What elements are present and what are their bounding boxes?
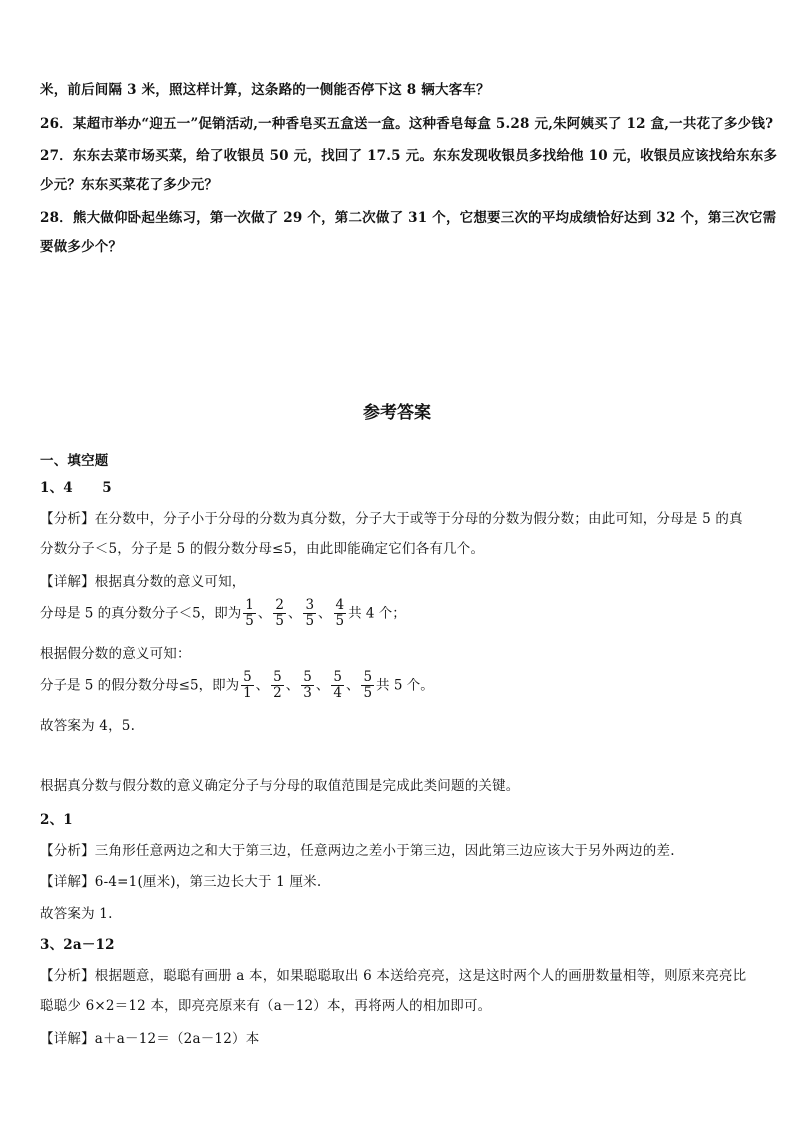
improper-prefix: 分子是 5 的假分数分母≤5，即为 (40, 677, 240, 694)
question-27-line2: 少元？东东买菜花了多少元？ (40, 177, 219, 193)
fraction-numerator: 5 (363, 669, 373, 685)
fraction-improper-5 (361, 670, 374, 701)
fraction-improper-2 (271, 670, 284, 701)
fraction-improper-3 (301, 670, 314, 701)
fraction-denominator: 5 (275, 613, 284, 629)
fraction-numerator: 2 (275, 597, 284, 613)
fraction-separator: 、 (257, 605, 272, 622)
fraction-proper-3 (303, 598, 316, 629)
fraction-separator: 、 (345, 677, 360, 694)
answer-2-detail: 【详解】6-4=1(厘米)，第三边长大于 1 厘米. (40, 874, 322, 890)
fraction-proper-1 (243, 598, 256, 629)
fraction-denominator: 1 (243, 685, 252, 701)
question-28-line1: 28．熊大做仰卧起坐练习，第一次做了 29 个，第二次做了 31 个，它想要三次的平均成绩恰好达到 32 个，第三次它需 (40, 210, 777, 226)
fraction-separator: 、 (285, 677, 300, 694)
fraction-denominator: 5 (335, 613, 345, 629)
fraction-numerator: 1 (245, 597, 254, 613)
question-25-continued: 米，前后间隔 3 米，照这样计算，这条路的一侧能否停下这 8 辆大客车？ (40, 82, 490, 98)
fraction-numerator: 5 (303, 669, 312, 685)
section-heading-fill-blank: 一、填空题 (40, 453, 109, 469)
fraction-denominator: 4 (333, 685, 342, 701)
fraction-separator: 、 (287, 605, 302, 622)
answer-3-analysis-line1: 【分析】根据题意，聪聪有画册 a 本，如果聪聪取出 6 本送给亮亮，这是这时两个人的画册数量相等，则原来亮亮比 (40, 968, 747, 984)
question-28-line2: 要做多少个？ (40, 239, 123, 255)
fraction-improper-4 (331, 670, 344, 701)
fraction-improper-1 (241, 670, 254, 701)
answer-1-detail: 【详解】根据真分数的意义可知， (40, 574, 246, 590)
fraction-separator: 、 (315, 677, 330, 694)
answer-1-analysis-line1: 【分析】在分数中，分子小于分母的分数为真分数，分子大于或等于分母的分数为假分数；由此可知，分母是 5 的真 (40, 511, 743, 527)
fraction-denominator: 3 (303, 685, 312, 701)
answer-3-detail: 【详解】a＋a－12＝（2a－12）本 (40, 1031, 260, 1047)
fraction-denominator: 2 (273, 685, 282, 701)
fraction-numerator: 3 (305, 597, 315, 613)
fraction-separator: 、 (318, 605, 332, 622)
answer-3-head: 3、2a－12 (40, 937, 115, 953)
fraction-proper-2 (273, 598, 286, 629)
answer-1-proper-fractions-line (40, 598, 406, 629)
fraction-numerator: 5 (273, 669, 282, 685)
fraction-denominator: 5 (305, 613, 315, 629)
fraction-denominator: 5 (363, 685, 373, 701)
answer-1-improper-fractions-line (40, 670, 434, 701)
fraction-proper-4 (334, 598, 347, 629)
fraction-numerator: 4 (335, 597, 345, 613)
answer-1-final: 故答案为 4，5. (40, 718, 136, 734)
fraction-numerator: 5 (333, 669, 342, 685)
improper-suffix: 共 5 个。 (376, 677, 434, 694)
answer-1-head: 1、4 5 (40, 480, 112, 496)
answer-2-final: 故答案为 1. (40, 906, 113, 922)
answer-1-improper-intro: 根据假分数的意义可知： (40, 646, 191, 662)
fraction-denominator: 5 (245, 613, 254, 629)
answer-1-key-point: 根据真分数与假分数的意义确定分子与分母的取值范围是完成此类问题的关键。 (40, 778, 520, 794)
answer-1-analysis-line2: 分数分子＜5，分子是 5 的假分数分母≤5，由此即能确定它们各有几个。 (40, 541, 485, 557)
answer-3-analysis-line2: 聪聪少 6×2＝12 本，即亮亮原来有（a－12）本，再将两人的相加即可。 (40, 998, 492, 1014)
question-27-line1: 27．东东去菜市场买菜，给了收银员 50 元，找回了 17.5 元。东东发现收银员多找给他 10 元，收银员应该找给东东多 (40, 148, 778, 164)
fraction-numerator: 5 (243, 669, 252, 685)
question-26: 26．某超市举办“迎五一”促销活动,一种香皂买五盒送一盒。这种香皂每盒 5.28 元,朱阿姨买了 12 盒,一共花了多少钱? (40, 116, 774, 132)
fraction-separator: 、 (255, 677, 270, 694)
answers-title: 参考答案 (363, 403, 431, 423)
answer-2-head: 2、1 (40, 812, 73, 828)
answer-2-analysis: 【分析】三角形任意两边之和大于第三边，任意两边之差小于第三边，因此第三边应该大于另外两边的差. (40, 843, 675, 859)
proper-prefix: 分母是 5 的真分数分子＜5，即为 (40, 605, 242, 622)
proper-suffix: 共 4 个； (348, 605, 406, 622)
